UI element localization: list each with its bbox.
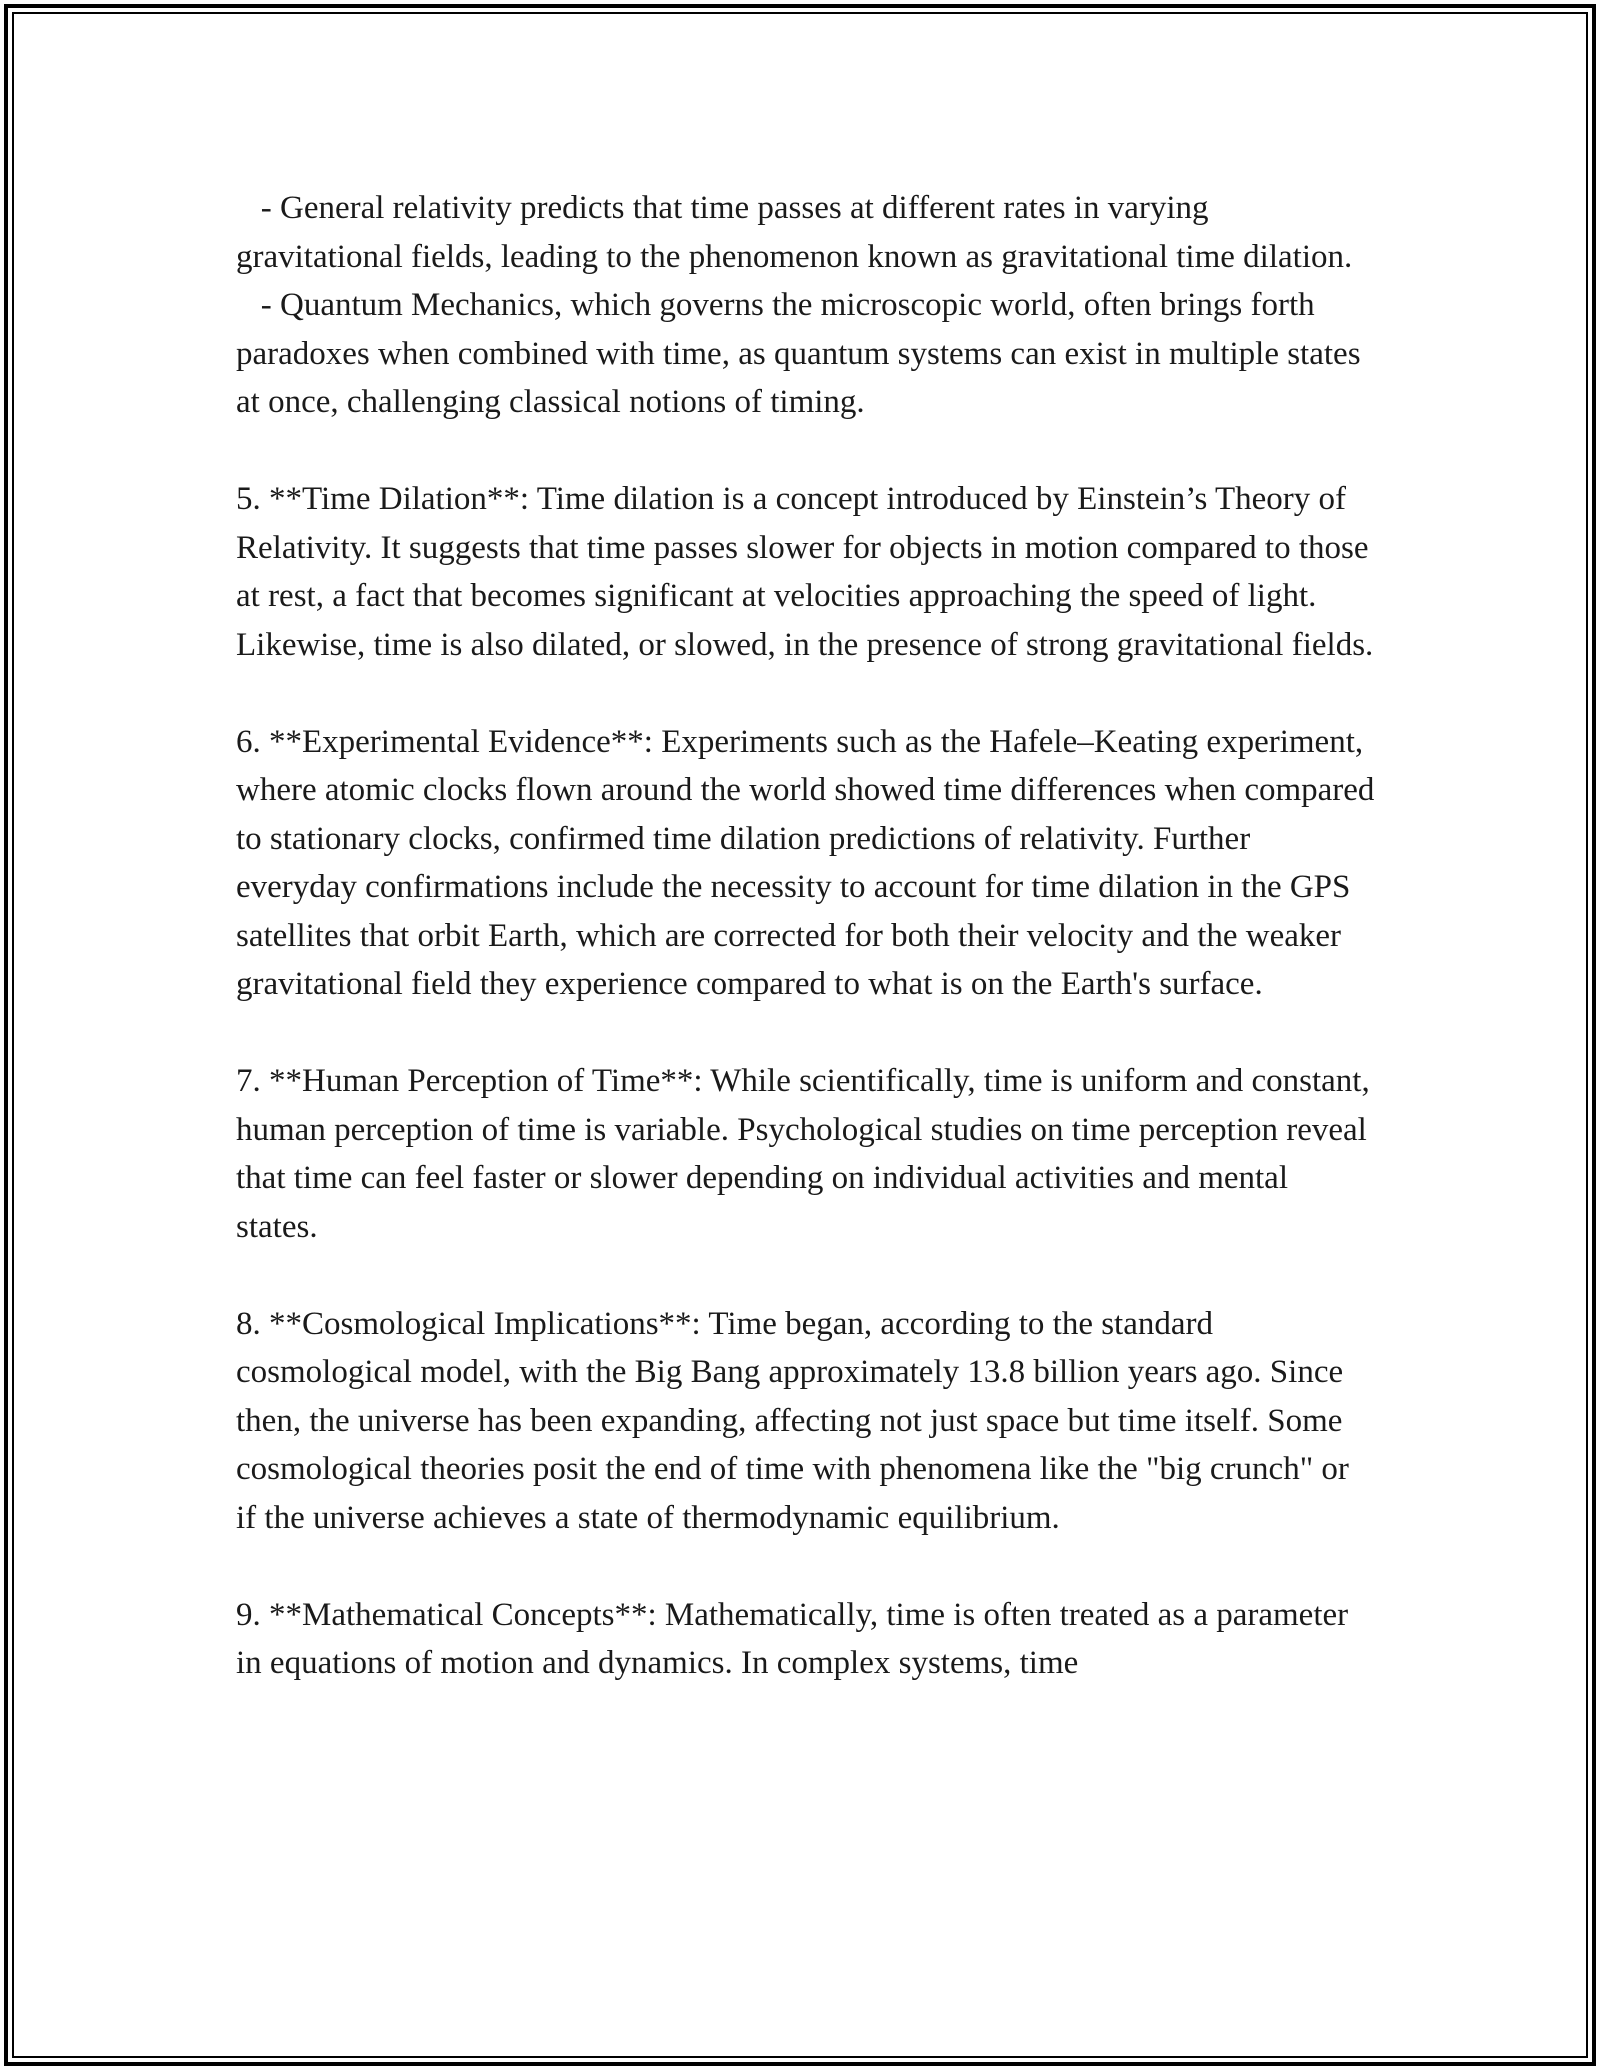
document-body — [236, 184, 1383, 1688]
section-time-dilation: 5. **Time Dilation**: Time dilation is a concept introduced by Einstein’s Theory of Relativity. It suggests that time passes slower for objects in motion compared to those at rest, a fact that becomes significant at velocities approaching the speed of light. Likewise, time is also dilated, or slowed, in the presence of strong gravitational fields. — [236, 481, 1377, 663]
section-mathematical-concepts: 9. **Mathematical Concepts**: Mathematically, time is often treated as a parameter in equations of motion and dynamics. In complex systems, time — [236, 1596, 1357, 1681]
section-human-perception: 7. **Human Perception of Time**: While scientifically, time is uniform and constant, human perception of time is variable. Psychological studies on time perception reveal that time can feel faster or slower depending on individual activities and mental states. — [236, 1063, 1378, 1245]
sub-item-general-relativity: - General relativity predicts that time passes at different rates in varying gravitational fields, leading to the phenomenon known as gravitational time dilation. — [236, 190, 1353, 275]
paragraph-spacer — [236, 1009, 1376, 1058]
section-experimental-evidence: 6. **Experimental Evidence**: Experiments such as the Hafele–Keating experiment, where atomic clocks flown around the world showed time differences when compared to stationary clocks, confirmed time dilation predictions of relativity. Further everyday confirmations include the necessity to account for time dilation in the GPS satellites that orbit Earth, which are corrected for both their velocity and the weaker gravitational field they experience compared to what is on the Earth's surface. — [236, 723, 1383, 1002]
paragraph-spacer — [236, 669, 1376, 718]
sub-item-quantum-mechanics: - Quantum Mechanics, which governs the microscopic world, often brings forth paradoxes when combined with time, as quantum systems can exist in multiple states at once, challenging classical notions of timing. — [236, 287, 1369, 420]
paragraph-spacer — [236, 1251, 1376, 1300]
paragraph-spacer — [236, 427, 1376, 476]
paragraph-spacer — [236, 1542, 1376, 1591]
section-cosmological-implications: 8. **Cosmological Implications**: Time began, according to the standard cosmological model, with the Big Bang approximately 13.8 billion years ago. Since then, the universe has been expanding, affecting not just space but time itself. Some cosmological theories posit the end of time with phenomena like the "big crunch" or if the universe achieves a state of thermodynamic equilibrium. — [236, 1305, 1358, 1536]
